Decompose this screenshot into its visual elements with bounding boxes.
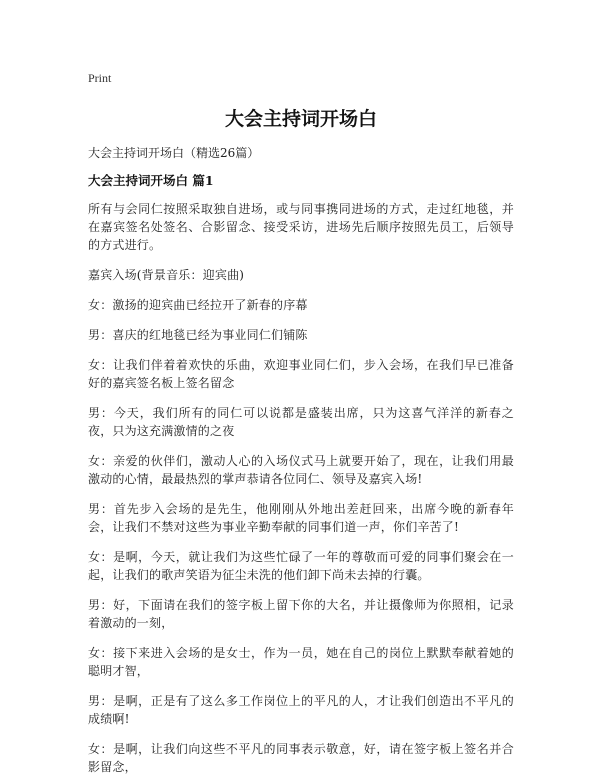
paragraph-male-5: 男：是啊，正是有了这么多工作岗位上的平凡的人，才让我们创造出不平凡的成绩啊!: [88, 694, 514, 726]
paragraph-female-5: 女：接下来进入会场的是女士，作为一员，她在自己的岗位上默默奉献着她的聪明才智，: [88, 646, 514, 678]
paragraph-entry-procedure: 所有与会同仁按照采取独自进场，或与同事携同进场的方式，走过红地毯，并在嘉宾签名处签名、合影留念、接受采访，进场先后顺序按照先员工，后领导的方式进行。: [88, 202, 514, 252]
paragraph-male-3: 男：首先步入会场的是先生，他刚刚从外地出差赶回来，出席今晚的新春年会，让我们不禁对这些为事业辛勤奉献的同事们道一声，你们辛苦了!: [88, 502, 514, 534]
paragraph-female-4: 女：是啊，今天，就让我们为这些忙碌了一年的尊敬而可爱的同事们聚会在一起，让我们的歌声笑语为征尘未洗的他们卸下尚未去掉的行囊。: [88, 550, 514, 582]
paragraph-female-6: 女：是啊，让我们向这些不平凡的同事表示敬意，好，请在签字板上签名并合影留念，: [88, 742, 514, 774]
paragraph-female-2: 女：让我们伴着着欢快的乐曲，欢迎事业同仁们，步入会场，在我们早已准备好的嘉宾签名板上签名留念: [88, 358, 514, 390]
paragraph-male-4: 男：好，下面请在我们的签字板上留下你的大名，并让摄像师为你照相，记录着激动的一刻，: [88, 598, 514, 630]
paragraph-female-1: 女：激扬的迎宾曲已经拉开了新春的序幕: [88, 298, 308, 312]
document-subtitle: 大会主持词开场白（精选26篇）: [88, 146, 260, 160]
paragraph-male-2: 男：今天，我们所有的同仁可以说都是盛装出席，只为这喜气洋洋的新春之夜，只为这充满激情的之夜: [88, 406, 514, 438]
paragraph-guest-entry-music: 嘉宾入场(背景音乐：迎宾曲): [88, 268, 245, 282]
document-title: 大会主持词开场白: [224, 108, 377, 130]
paragraph-male-1: 男：喜庆的红地毯已经为事业同仁们铺陈: [88, 328, 308, 342]
print-label[interactable]: Print: [88, 71, 112, 85]
section-heading: 大会主持词开场白 篇1: [88, 173, 214, 188]
paragraph-female-3: 女：亲爱的伙伴们，激动人心的入场仪式马上就要开始了，现在，让我们用最激动的心情，最最热烈的掌声恭请各位同仁、领导及嘉宾入场!: [88, 454, 514, 486]
